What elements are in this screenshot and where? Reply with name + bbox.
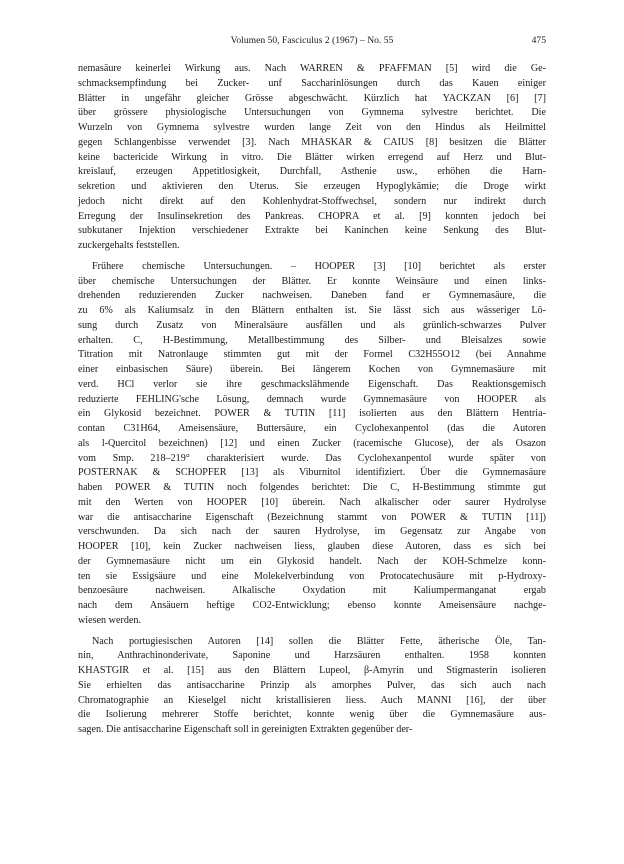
text-line: Titration mit Natronlauge stimmten gut mit der Formel C32H55O12 (bei Annahme: [78, 349, 546, 361]
text-line: subkutaner Injektion verschiedener Extrakte bei Kaninchen keine Senkung des Blut-: [78, 225, 546, 237]
running-header: [78, 35, 546, 49]
text-line: verd. HCl verlor sie ihre geschmackslähmende Eigenschaft. Das Reaktionsgemisch: [78, 378, 546, 390]
text-line: Erregung der Insulinsekretion des Pankreas. CHOPRA et al. [9] konnten jedoch bei: [78, 210, 546, 222]
text-line: KHASTGIR et al. [15] aus den Blättern Lupeol, β-Amyrin und Stigmasterin isolieren: [78, 665, 546, 676]
text-line: als l-Quercitol bezeichnen) [12] und einen Zucker (racemische Glucose), der als Osazon: [78, 437, 546, 449]
text-line: sagen. Die antisaccharine Eigenschaft soll in gereinigten Extrakten gegenüber der-: [78, 724, 413, 735]
text-line: erhalten. C, H-Bestimmung, Metallbestimmung des Silber- und Bleisalzes sowie: [78, 334, 546, 346]
text-line: drehenden reduzierenden Zucker nachweisen. Daneben fand er Gymnemasäure, die: [78, 290, 546, 302]
text-line: verschwunden. Da sich nach der sauren Hydrolyse, im Gegensatz zur Angabe von: [78, 526, 546, 538]
paragraph: [78, 635, 546, 738]
text-line: war die antisaccharine Eigenschaft (Bezeichnung stammt von POWER & TUTIN [11]): [78, 511, 546, 523]
text-line: contan C31H64, Ameisensäure, Buttersäure, ein Cyclohexanpentol (das die Autoren: [78, 423, 546, 434]
text-line: Frühere chemische Untersuchungen. – HOOPER [3] [10] berichtet als erster: [92, 260, 546, 272]
text-line: Wurzeln von Gymnema sylvestre wurden lange Zeit von den Hindus als Heilmittel: [78, 122, 546, 133]
page-number: 475: [531, 35, 546, 46]
article-body: [78, 62, 546, 738]
text-line: Chromatographie an Kieselgel nicht kristallisieren liess. Auch MANNI [16], der über: [78, 694, 546, 706]
text-line: Nach portugiesischen Autoren [14] sollen die Blätter Fette, ätherische Öle, Tan-: [92, 635, 546, 647]
text-line: einer einbasischen Säure) überein. Bei längerem Kochen von Gymnemasäure mit: [78, 364, 546, 375]
text-line: zu 6% als Kaliumsalz in den Blättern enthalten ist. Sie lässt sich aus wässeriger Lö-: [78, 305, 546, 316]
text-line: sekretion und aktivieren den Uterus. Sie erzeugen Hypoglykämie; die Droge wirkt: [78, 181, 546, 192]
text-line: sung durch Zusatz von Mineralsäure ausfällen und als grünlich-schwarzes Pulver: [78, 319, 546, 331]
text-line: nin, Anthrachinonderivate, Saponine und Harzsäuren enthalten. 1958 konnten: [78, 650, 546, 662]
paragraph: [78, 260, 546, 629]
text-line: ein Glykosid bezeichnet. POWER & TUTIN [11] isolierten aus den Blättern Hentria-: [78, 408, 546, 420]
text-line: reduzierte FEHLING'sche Lösung, demnach wurde Gymnemasäure von HOOPER als: [78, 393, 546, 405]
text-line: jedoch nicht direkt auf den Kohlenhydrat-Stoffwechsel, sondern nur indirekt durch: [78, 195, 546, 207]
text-line: gegen Schlangenbisse verwendet [3]. Nach MHASKAR & CAIUS [8] besitzen die Blätter: [78, 136, 546, 148]
running-title: Volumen 50, Fasciculus 2 (1967) – No. 55: [230, 35, 394, 46]
text-line: über chemische Untersuchungen der Blätter. Er konnte Weinsäure und einen links-: [78, 275, 546, 287]
text-line: zuckergehalts feststellen.: [78, 240, 180, 251]
text-line: Blätter in ungefähr gleicher Grösse abgeschwächt. Kürzlich hat YACKZAN [6] [7]: [78, 92, 546, 104]
text-line: mit den Werten von HOOPER [10] überein. Nach alkalischer oder saurer Hydrolyse: [78, 496, 546, 508]
text-line: wiesen werden.: [78, 614, 141, 626]
paragraph: [78, 62, 546, 254]
text-line: vom Smp. 218–219° charakterisiert wurde. Das Cyclohexanpentol wurde später von: [78, 452, 546, 464]
text-line: nach dem Ansäuern heftige CO2-Entwicklung; ebenso konnte Ameisensäure nachge-: [78, 600, 546, 611]
text-line: benzoesäure nachweisen. Alkalische Oxydation mit Kaliumpermanganat ergab: [78, 585, 546, 597]
text-line: haben POWER & TUTIN noch folgendes berichtet: Die C, H-Bestimmung stimmte gut: [78, 482, 546, 493]
text-line: HOOPER [10], kein Zucker nachweisen liess, glauben diese Autoren, dass es sich bei: [78, 541, 546, 552]
text-line: POSTERNAK & SCHOPFER [13] als Viburnitol identifiziert. Über die Gymnemasäure: [78, 467, 546, 479]
text-line: nemasäure keinerlei Wirkung aus. Nach WARREN & PFAFFMAN [5] wird die Ge-: [78, 63, 546, 74]
text-line: kreislauf, erzeugen Appetitlosigkeit, Durchfall, Asthenie usw., erhöhen die Harn-: [78, 166, 546, 178]
text-line: die Isolierung mehrerer Stoffe berichtet, konnte wenig über die Gymnemasäure aus-: [78, 709, 546, 721]
text-line: ten sie Essigsäure und eine Molekelverbindung von Protocatechusäure mit p-Hydroxy-: [78, 570, 546, 582]
text-line: über grössere physiologische Untersuchungen von Gymnema sylvestre berichtet. Die: [78, 107, 546, 119]
text-line: der Gymnemasäure nicht um ein Glykosid handelt. Nach der KOH-Schmelze konn-: [78, 555, 546, 567]
text-line: keine bactericide Wirkung in vitro. Die Blätter wirken erregend auf Herz und Blut-: [78, 151, 546, 163]
text-line: Sie erhielten das antisaccharine Prinzip als amorphes Pulver, das sich auch nach: [78, 679, 546, 691]
text-line: schmacksempfindung bei Zucker- unf Saccharinlösungen durch das Kauen einiger: [78, 77, 546, 89]
